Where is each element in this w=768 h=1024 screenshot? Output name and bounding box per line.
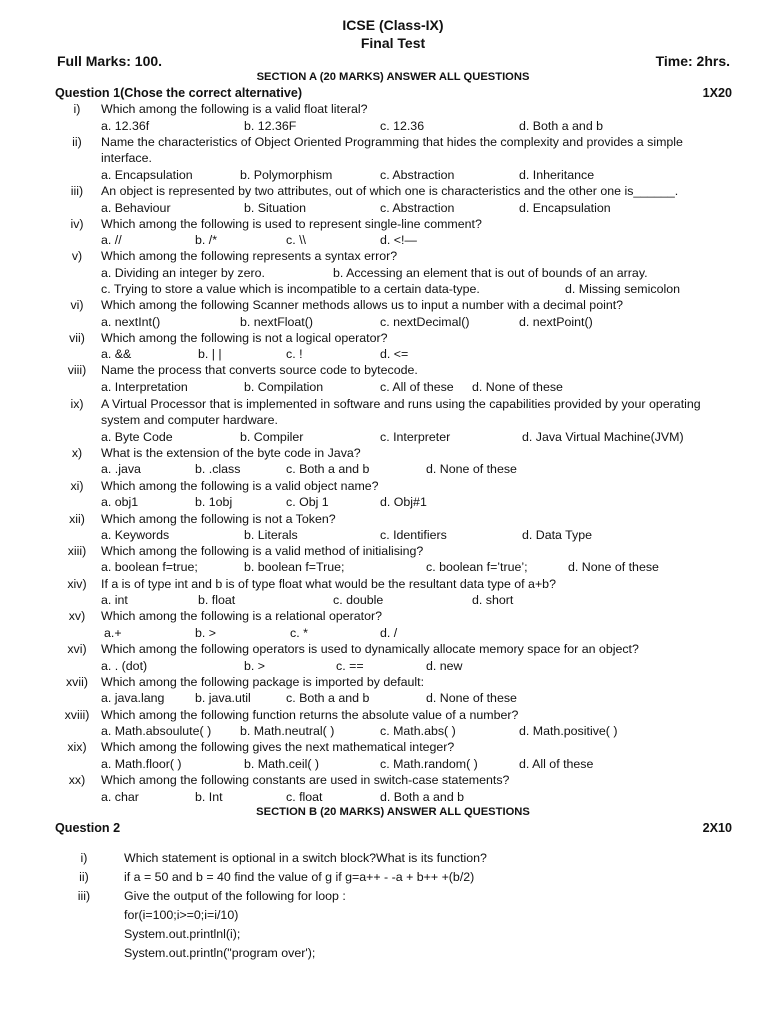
question-text: Name the characteristics of Object Oriented Programming that hides the complexity and provides a simple interface. xyxy=(101,135,683,166)
option: c. double xyxy=(333,593,384,607)
question-number: v) xyxy=(71,249,83,263)
question-text: Name the process that converts source code to bytecode. xyxy=(101,363,418,377)
option: a. int xyxy=(101,593,128,607)
question-text: Which among the following represents a syntax error? xyxy=(101,249,398,263)
option: b. Math.ceil( ) xyxy=(244,757,320,771)
question-text: A Virtual Processor that is implemented in software and runs using the capabilities provided by your operating system and computer hardware. xyxy=(101,397,701,428)
option: a. Math.absoulute( ) xyxy=(101,724,212,738)
option: d. <!— xyxy=(380,233,417,247)
option: a. Behaviour xyxy=(101,201,171,215)
code-line: System.out.printlnl(i); xyxy=(124,927,241,941)
time-allowed: Time: 2hrs. xyxy=(655,53,730,69)
full-marks: Full Marks: 100. xyxy=(57,53,163,69)
option: c. nextDecimal() xyxy=(380,315,470,329)
option: d. Java Virtual Machine(JVM) xyxy=(522,430,684,444)
option: d. new xyxy=(426,659,463,673)
option: c. Interpreter xyxy=(380,430,451,444)
option: c. Math.random( ) xyxy=(380,757,478,771)
question-number: vi) xyxy=(70,298,84,312)
question-text: Which among the following operators is used to dynamically allocate memory space for an object? xyxy=(101,642,639,656)
option: c. All of these xyxy=(380,380,454,394)
option: a. boolean f=true; xyxy=(101,560,198,574)
question-text: Which among the following is not a logical operator? xyxy=(101,331,388,345)
question-number: i) xyxy=(73,102,81,116)
option: d. short xyxy=(472,593,514,607)
option: c. Trying to store a value which is incompatible to a certain data-type. xyxy=(101,282,480,296)
option: b. Polymorphism xyxy=(240,168,333,182)
options-row xyxy=(101,232,731,248)
question-1-label: Question 1(Chose the correct alternative) xyxy=(55,86,303,100)
option: b. Compiler xyxy=(240,430,304,444)
option: d. Obj#1 xyxy=(380,495,427,509)
option: b. Situation xyxy=(244,201,306,215)
options-row xyxy=(101,200,731,216)
option: c. float xyxy=(286,790,323,804)
option: b. 12.36F xyxy=(244,119,297,133)
option: b. boolean f=True; xyxy=(244,560,345,574)
question-text: Which among the following is used to represent single-line comment? xyxy=(101,217,482,231)
option: a. 12.36f xyxy=(101,119,150,133)
option: d. Inheritance xyxy=(519,168,595,182)
option: a. char xyxy=(101,790,139,804)
option: a. // xyxy=(101,233,122,247)
question-2-label: Question 2 xyxy=(55,821,121,835)
option: d. / xyxy=(380,626,398,640)
option: d. <= xyxy=(380,347,409,361)
options-row xyxy=(101,658,731,674)
option: b. .class xyxy=(195,462,241,476)
option: b. 1obj xyxy=(195,495,233,509)
option: b. | | xyxy=(198,347,222,361)
question-number: ii) xyxy=(79,870,89,884)
option: d. Both a and b xyxy=(380,790,465,804)
option: a. Math.floor( ) xyxy=(101,757,182,771)
option: a. Encapsulation xyxy=(101,168,193,182)
section-b-heading: SECTION B (20 MARKS) ANSWER ALL QUESTIONS xyxy=(256,806,530,818)
option: d. nextPoint() xyxy=(519,315,593,329)
option: c. boolean f=’true’; xyxy=(426,560,528,574)
question-number: xv) xyxy=(68,609,86,623)
question-number: vii) xyxy=(69,331,85,345)
options-row xyxy=(101,592,731,608)
option: d. All of these xyxy=(519,757,594,771)
option: a. && xyxy=(101,347,132,361)
option: a. Keywords xyxy=(101,528,170,542)
question-text: Which statement is optional in a switch block?What is its function? xyxy=(124,851,487,865)
option: b. nextFloat() xyxy=(240,315,313,329)
option: d. Math.positive( ) xyxy=(519,724,618,738)
option: b. Compilation xyxy=(244,380,324,394)
option: c. Both a and b xyxy=(286,691,370,705)
question-1-header xyxy=(55,85,732,101)
option: b. java.util xyxy=(195,691,251,705)
question-text: Which among the following function returns the absolute value of a number? xyxy=(101,708,519,722)
option: b. > xyxy=(244,659,266,673)
option: c. == xyxy=(336,659,364,673)
question-number: xii) xyxy=(69,512,85,526)
option: c. Abstraction xyxy=(380,201,455,215)
options-row xyxy=(101,167,731,183)
question-number: xvi) xyxy=(67,642,87,656)
option: c. Math.abs( ) xyxy=(380,724,456,738)
option: b. float xyxy=(198,593,236,607)
question-1-marks: 1X20 xyxy=(702,86,732,100)
options-row xyxy=(101,625,731,641)
code-line: for(i=100;i>=0;i=i/10) xyxy=(124,908,239,922)
question-number: xviii) xyxy=(64,708,90,722)
option: a. Byte Code xyxy=(101,430,173,444)
question-number: xiv) xyxy=(67,577,87,591)
question-number: iii) xyxy=(70,184,84,198)
question-text: Which among the following is a valid float literal? xyxy=(101,102,368,116)
option: a. java.lang xyxy=(101,691,165,705)
question-text: Which among the following is a valid method of initialising? xyxy=(101,544,424,558)
option: d. None of these xyxy=(426,462,517,476)
option: a. Interpretation xyxy=(101,380,188,394)
options-row xyxy=(101,379,731,395)
option: d. None of these xyxy=(426,691,517,705)
option: c. Obj 1 xyxy=(286,495,329,509)
question-text: An object is represented by two attributes, out of which one is characteristics and the other one is______. xyxy=(101,184,679,198)
question-text: Which among the following gives the next mathematical integer? xyxy=(101,740,455,754)
question-number: ix) xyxy=(70,397,84,411)
options-row xyxy=(101,527,731,543)
question-number: ii) xyxy=(72,135,82,149)
options-row xyxy=(101,494,731,510)
option: c. Both a and b xyxy=(286,462,370,476)
question-text: Which among the following package is imported by default: xyxy=(101,675,425,689)
option: b. Math.neutral( ) xyxy=(240,724,335,738)
exam-subtitle: Final Test xyxy=(360,35,426,51)
option: a. .java xyxy=(101,462,141,476)
options-row xyxy=(101,281,731,297)
question-number: xvii) xyxy=(65,675,89,689)
question-text: If a is of type int and b is of type float what would be the resultant data type of a+b? xyxy=(101,577,556,591)
option: a. nextInt() xyxy=(101,315,161,329)
option: a. . (dot) xyxy=(101,659,148,673)
option: b. /* xyxy=(195,233,218,247)
option: c. Identifiers xyxy=(380,528,447,542)
options-row xyxy=(101,723,731,739)
options-row xyxy=(101,118,731,134)
option: d. Data Type xyxy=(522,528,593,542)
option: d. None of these xyxy=(568,560,659,574)
question-number: i) xyxy=(80,851,88,865)
option: c. * xyxy=(290,626,308,640)
question-text: Which among the following is a relational operator? xyxy=(101,609,383,623)
option: b. > xyxy=(195,626,217,640)
question-number: xx) xyxy=(68,773,86,787)
option: b. Accessing an element that is out of bounds of an array. xyxy=(333,266,648,280)
question-2-marks: 2X10 xyxy=(702,821,732,835)
option: c. 12.36 xyxy=(380,119,425,133)
question-text: What is the extension of the byte code in Java? xyxy=(101,446,361,460)
options-row xyxy=(101,690,731,706)
options-row xyxy=(101,756,731,772)
question-text: Which among the following constants are used in switch-case statements? xyxy=(101,773,510,787)
code-line: System.out.println("program over'); xyxy=(124,946,316,960)
option: d. Encapsulation xyxy=(519,201,611,215)
option: b. Int xyxy=(195,790,223,804)
option: a. Dividing an integer by zero. xyxy=(101,266,265,280)
question-text: Which among the following is not a Token? xyxy=(101,512,336,526)
question-text: Which among the following Scanner methods allows us to input a number with a decimal point? xyxy=(101,298,624,312)
options-row xyxy=(101,429,731,445)
options-row xyxy=(101,559,731,575)
option: c. Abstraction xyxy=(380,168,455,182)
option: c. ! xyxy=(286,347,303,361)
option: b. Literals xyxy=(244,528,298,542)
options-row xyxy=(101,461,731,477)
question-number: xix) xyxy=(67,740,87,754)
options-row xyxy=(101,314,731,330)
question-text: Which among the following is a valid object name? xyxy=(101,479,379,493)
question-number: viii) xyxy=(67,363,87,377)
question-2-header xyxy=(55,820,732,836)
options-row xyxy=(101,346,731,362)
option: d. None of these xyxy=(472,380,563,394)
question-text: Give the output of the following for loop : xyxy=(124,889,346,903)
section-a-heading: SECTION A (20 MARKS) ANSWER ALL QUESTIONS xyxy=(256,71,530,83)
exam-title: ICSE (Class-IX) xyxy=(342,17,444,33)
option: d. Both a and b xyxy=(519,119,604,133)
question-number: iv) xyxy=(70,217,84,231)
options-row xyxy=(101,265,731,281)
question-number: xiii) xyxy=(67,544,87,558)
option: a.+ xyxy=(104,626,122,640)
option: c. \\ xyxy=(286,233,306,247)
marks-time-row xyxy=(57,52,730,70)
option: a. obj1 xyxy=(101,495,139,509)
question-number: x) xyxy=(71,446,83,460)
option: d. Missing semicolon xyxy=(565,282,681,296)
options-row xyxy=(101,789,731,805)
question-text: if a = 50 and b = 40 find the value of g if g=a++ - -a + b++ +(b/2) xyxy=(124,870,475,884)
question-number: xi) xyxy=(70,479,84,493)
question-number: iii) xyxy=(77,889,91,903)
